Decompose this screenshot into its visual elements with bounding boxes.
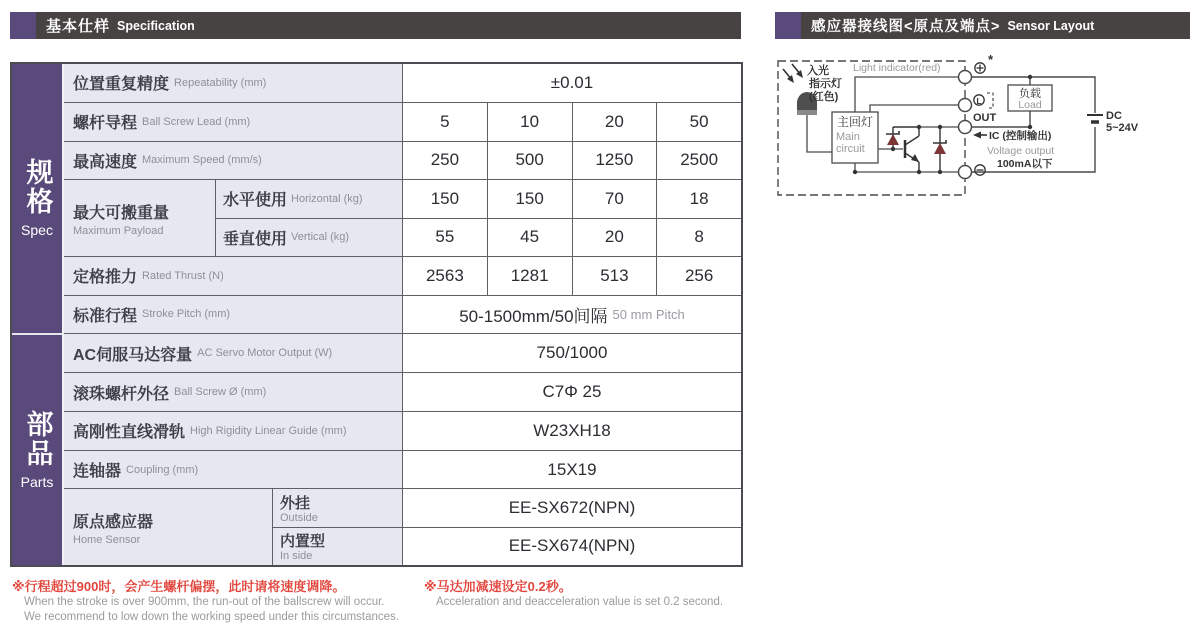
cell-value: 513 [572, 257, 657, 295]
row-sensor-inside [272, 527, 741, 565]
row-label: AC伺服马达容量 AC Servo Motor Output (W) [64, 334, 402, 372]
cell-value: EE-SX672(NPN) [402, 489, 741, 526]
terminal-minus [959, 166, 972, 179]
row-group-home-sensor [64, 488, 741, 565]
cell-value: 20 [572, 103, 657, 141]
cell-value: 150 [402, 180, 487, 217]
terminal-plus [959, 71, 972, 84]
asterisk: * [988, 53, 994, 67]
specification-table [10, 62, 743, 567]
row-linear-guide [64, 411, 741, 450]
sensor-layout-title-en: Sensor Layout [1007, 18, 1095, 33]
cell-value: 2500 [656, 142, 741, 180]
sensor-layout-title-bar [775, 12, 1190, 39]
row-max-speed [64, 141, 741, 180]
purple-accent-square [10, 12, 36, 39]
cell-value: 750/1000 [402, 334, 741, 372]
footnote-stroke-warning: ※行程超过900时，会产生螺杆偏摆，此时请将速度调降。 When the stroke is over 900mm, the run-out of the ballscrew will occur. We recommend to low down the working speed under this circumstances. [12, 579, 399, 623]
row-ball-screw-lead [64, 102, 741, 141]
row-servo-output [64, 333, 741, 372]
row-coupling [64, 450, 741, 489]
row-label: 滚珠螺杆外径 Ball Screw Ø (mm) [64, 373, 402, 411]
transistor-symbol [905, 127, 919, 172]
cell-value: C7Φ 25 [402, 373, 741, 411]
cell-value: 500 [487, 142, 572, 180]
current-limit-label: 100mA以下 [997, 158, 1053, 170]
row-group-payload [64, 179, 741, 256]
cell-value: 15X19 [402, 451, 741, 489]
row-stroke-pitch [64, 295, 741, 334]
row-sensor-outside [272, 489, 741, 526]
sub-label: 水平使用 Horizontal (kg) [215, 180, 402, 217]
plus-symbol [975, 63, 985, 73]
table-sidebar [12, 64, 64, 565]
load-label-cn: 负载 [1019, 88, 1041, 100]
light-cn2: 指示灯 [809, 78, 842, 90]
main-circuit-cn: 主回灯 [836, 115, 874, 129]
lamp-letter: L [976, 96, 982, 106]
purple-accent-square [775, 12, 801, 39]
zener-diode-1 [886, 127, 919, 149]
dc-label: DC [1106, 110, 1122, 122]
load-label-en: Load [1018, 99, 1042, 111]
row-label: 标准行程 Stroke Pitch (mm) [64, 296, 402, 334]
cell-value: 150 [487, 180, 572, 217]
specification-title-bar [10, 12, 741, 39]
cell-value: W23XH18 [402, 412, 741, 450]
light-cn3: (红色) [809, 91, 839, 103]
cell-value: 2563 [402, 257, 487, 295]
payload-label: 最大可搬重量 Maximum Payload [64, 180, 215, 256]
voltage-output-label: Voltage output [987, 145, 1055, 157]
terminal-indicator [959, 99, 972, 112]
cell-value: 1250 [572, 142, 657, 180]
cell-value: 250 [402, 142, 487, 180]
light-indicator-en: Light indicator(red) [853, 62, 941, 74]
cell-value: 1281 [487, 257, 572, 295]
main-circuit-en1: Main [836, 131, 860, 143]
footnote-acceleration: ※马达加减速设定0.2秒。 Acceleration and deacceleration value is set 0.2 second. [424, 579, 724, 608]
zener-diode-2 [933, 127, 946, 172]
row-label: 位置重复精度 Repeatability (mm) [64, 64, 402, 102]
cell-value: EE-SX674(NPN) [402, 528, 741, 565]
row-payload-vertical [215, 218, 741, 256]
cell-value: 70 [572, 180, 657, 217]
light-cn1: 入光 [807, 65, 829, 77]
sub-label: 内置型 In side [272, 528, 402, 565]
cell-value: ±0.01 [402, 64, 741, 102]
ic-arrow [973, 132, 987, 139]
dc-range-label: 5~24V [1106, 122, 1139, 134]
cell-value: 5 [402, 103, 487, 141]
specification-title-en: Specification [117, 18, 195, 33]
parts-label-cn: 部品 [22, 409, 53, 468]
row-label: 螺杆导程 Ball Screw Lead (mm) [64, 103, 402, 141]
row-label: 连轴器 Coupling (mm) [64, 451, 402, 489]
wiring-diagram-svg [775, 53, 1190, 203]
sidebar-section-parts [12, 333, 62, 565]
led-base [797, 110, 817, 115]
cell-value: 50-1500mm/50间隔 50 mm Pitch [402, 296, 741, 334]
parts-label-en: Parts [20, 473, 54, 490]
cell-value: 45 [487, 219, 572, 256]
cell-value: 256 [656, 257, 741, 295]
spec-label-en: Spec [21, 222, 53, 239]
home-sensor-label: 原点感应器 Home Sensor [64, 489, 272, 565]
row-rated-thrust [64, 256, 741, 295]
row-ball-screw-diameter [64, 372, 741, 411]
main-circuit-en2: circuit [836, 143, 865, 155]
minus-symbol [975, 165, 985, 175]
wire-led [807, 115, 832, 152]
row-label: 高刚性直线滑轨 High Rigidity Linear Guide (mm) [64, 412, 402, 450]
cell-value: 50 [656, 103, 741, 141]
sidebar-section-spec [12, 64, 62, 333]
sub-label: 外挂 Outside [272, 489, 402, 526]
terminal-out [959, 121, 972, 134]
cell-value: 8 [656, 219, 741, 256]
specification-title-cn: 基本仕样 [46, 18, 111, 35]
cell-value: 20 [572, 219, 657, 256]
light-ray-arrows [783, 64, 803, 83]
sensor-wiring-diagram [775, 53, 1190, 203]
spec-label-cn: 规格 [22, 158, 53, 217]
out-label: OUT [973, 112, 997, 124]
cell-value: 18 [656, 180, 741, 217]
row-repeatability [64, 64, 741, 102]
row-label: 最高速度 Maximum Speed (mm/s) [64, 142, 402, 180]
cell-value: 10 [487, 103, 572, 141]
sub-label: 垂直使用 Vertical (kg) [215, 219, 402, 256]
ic-label: IC (控制输出) [989, 130, 1052, 142]
cell-value: 55 [402, 219, 487, 256]
wire-indicator-terminal [870, 105, 959, 112]
sensor-layout-title-cn: 感应器接线图<原点及端点> [811, 19, 1001, 35]
row-label: 定格推力 Rated Thrust (N) [64, 257, 402, 295]
row-payload-horizontal [215, 180, 741, 217]
table-rows [64, 64, 741, 565]
